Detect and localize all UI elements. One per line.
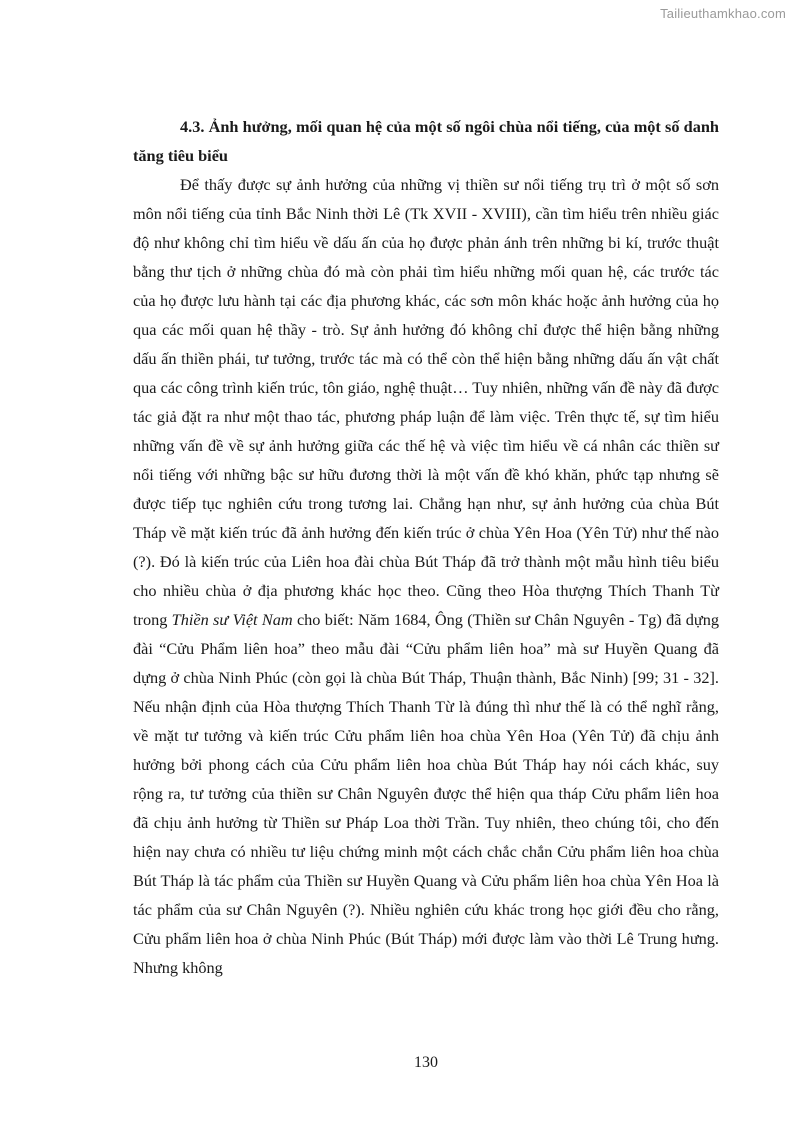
- paragraph-text-part-2: cho biết: Năm 1684, Ông (Thiền sư Chân Nguyên - Tg) đã dựng đài “Cửu Phẩm liên hoa” theo mẫu đài “Cửu phẩm liên hoa” mà sư Huyền Quang đã dựng ở chùa Ninh Phúc (còn gọi là chùa Bút Tháp, Thuận thành, Bắc Ninh) [99; 31 - 32]. Nếu nhận định của Hòa thượng Thích Thanh Từ là đúng thì như thế là có thể nghĩ rằng, về mặt tư tưởng và kiến trúc Cửu phẩm liên hoa chùa Yên Hoa (Yên Tử) đã chịu ảnh hưởng bởi phong cách của Cửu phẩm liên hoa chùa Bút Tháp hay nói cách khác, suy rộng ra, tư tưởng của thiền sư Chân Nguyên được thể hiện qua tháp Cửu phẩm liên hoa đã chịu ảnh hưởng từ Thiền sư Pháp Loa thời Trần. Tuy nhiên, theo chúng tôi, cho đến hiện nay chưa có nhiều tư liệu chứng minh một cách chắc chắn Cửu phẩm liên hoa chùa Bút Tháp là tác phẩm của Thiền sư Huyền Quang và Cửu phẩm liên hoa chùa Yên Hoa là tác phẩm của sư Chân Nguyên (?). Nhiều nghiên cứu khác trong học giới đều cho rằng, Cửu phẩm liên hoa ở chùa Ninh Phúc (Bút Tháp) mới được làm vào thời Lê Trung hưng. Nhưng không: [133, 610, 720, 977]
- watermark: Tailieuthamkhao.com: [660, 6, 786, 21]
- book-title: Thiền sư Việt Nam: [171, 610, 293, 629]
- page-number: 130: [414, 1054, 438, 1071]
- paragraph-text-part-1: Để thấy được sự ảnh hưởng của những vị thiền sư nổi tiếng trụ trì ở một số sơn môn nổi tiếng của tỉnh Bắc Ninh thời Lê (Tk XVII - XVIII), cần tìm hiểu trên nhiều giác độ như không chỉ tìm hiểu về dấu ấn của họ được phản ánh trên những bi kí, trước thuật bằng thư tịch ở những chùa đó mà còn phải tìm hiểu những mối quan hệ, các trước tác của họ được lưu hành tại các địa phương khác, các sơn môn khác hoặc ảnh hưởng của họ qua các mối quan hệ thầy - trò. Sự ảnh hưởng đó không chỉ được thể hiện bằng những dấu ấn thiền phái, tư tưởng, trước tác mà có thể còn thể hiện bằng những dấu ấn vật chất qua các công trình kiến trúc, tôn giáo, nghệ thuật… Tuy nhiên, những vấn đề này đã được tác giả đặt ra như một thao tác, phương pháp luận để làm việc. Trên thực tế, sự tìm hiểu những vấn đề về sự ảnh hưởng giữa các thế hệ và việc tìm hiểu về cá nhân các thiền sư nổi tiếng với những bậc sư hữu đương thời là một vấn đề khó khăn, phức tạp nhưng sẽ được tiếp tục nghiên cứu trong tương lai. Chẳng hạn như, sự ảnh hưởng của chùa Bút Tháp về mặt kiến trúc đã ảnh hưởng đến kiến trúc ở chùa Yên Hoa (Yên Tử) như thế nào (?). Đó là kiến trúc của Liên hoa đài chùa Bút Tháp đã trở thành một mẫu hình tiêu biểu cho nhiều chùa ở địa phương khác học theo. Cũng theo Hòa thượng Thích Thanh Từ trong: [133, 175, 719, 629]
- page-body: [133, 112, 719, 982]
- section-heading: 4.3. Ảnh hưởng, mối quan hệ của một số ngôi chùa nổi tiếng, của một số danh tăng tiêu biểu: [133, 117, 719, 165]
- body-paragraph: [133, 170, 719, 982]
